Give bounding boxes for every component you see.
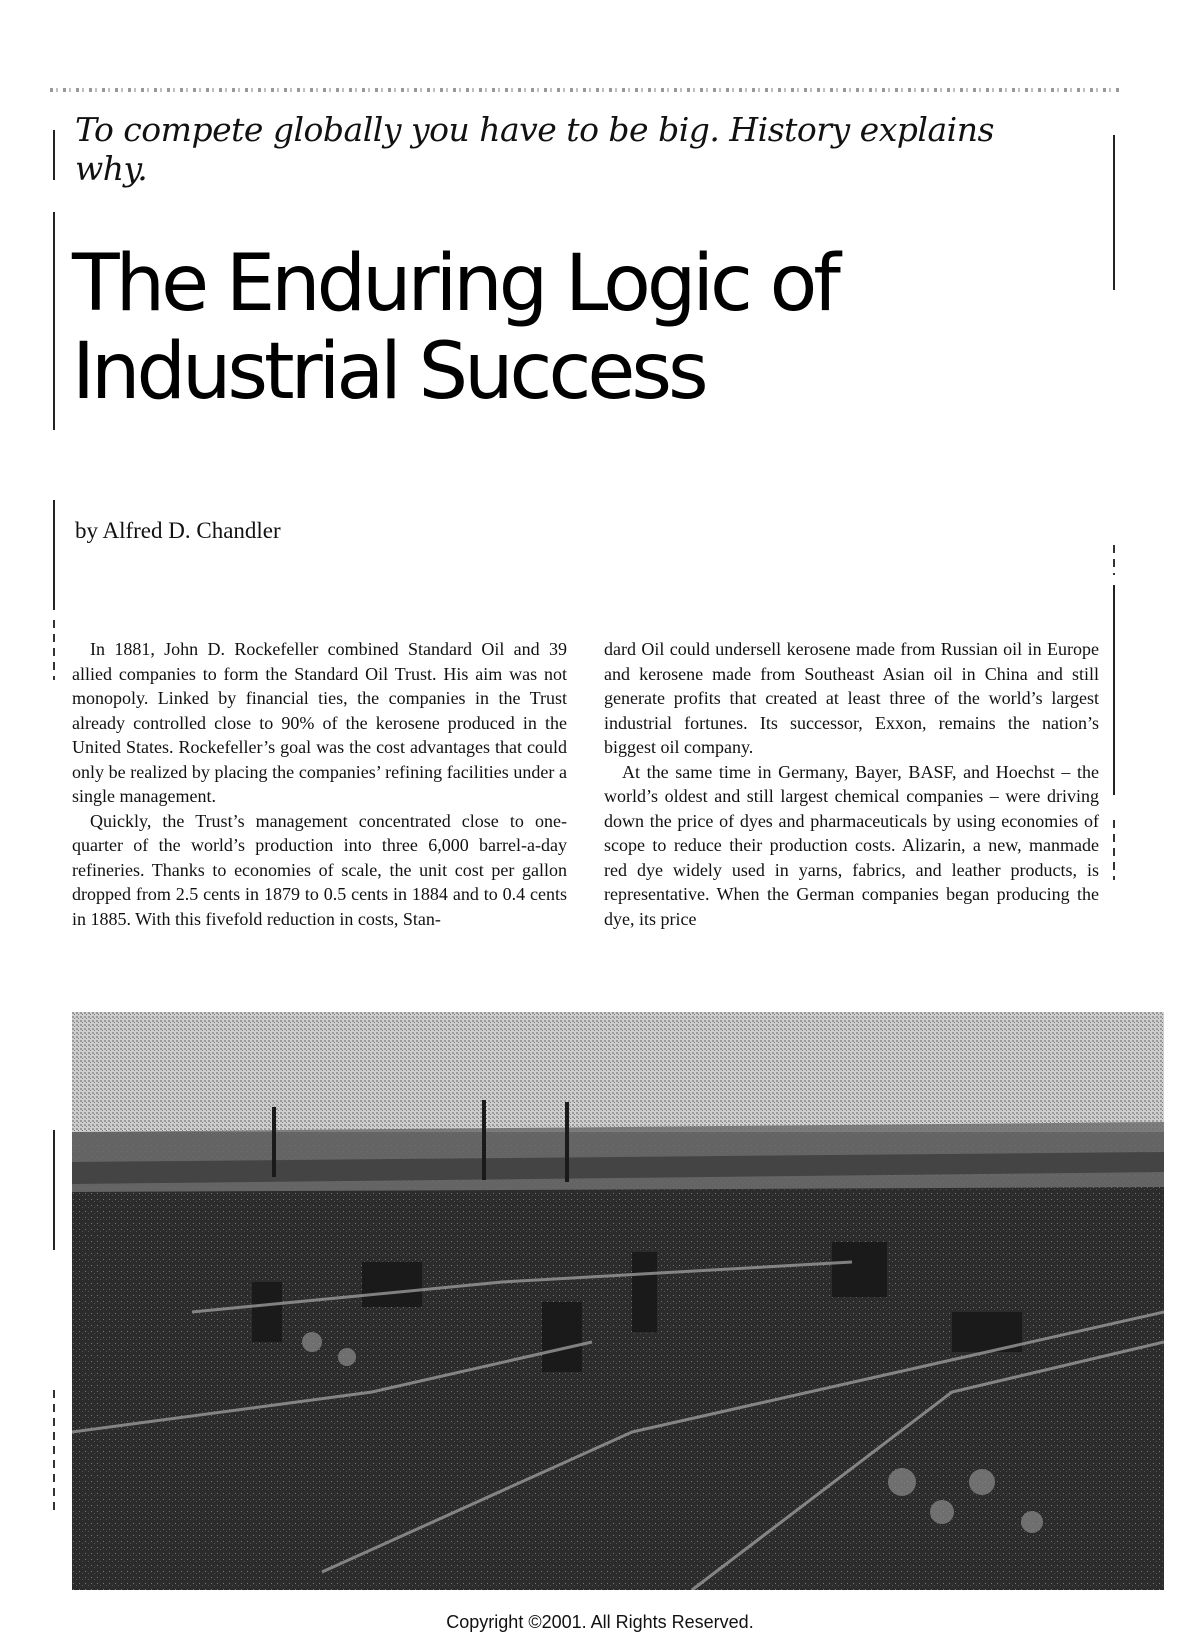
body-column-right xyxy=(604,637,1099,931)
right-margin-rule xyxy=(1113,585,1115,795)
photo-illustration xyxy=(72,1012,1164,1590)
body-column-left xyxy=(72,637,567,931)
photo-sky xyxy=(72,1012,1164,1132)
body-paragraph: In 1881, John D. Rockefeller combined Standard Oil and 39 allied companies to form the Standard Oil Trust. His aim was not monopoly. Linked by financial ties, the companies in the Trust already controlled close to 90% of the kerosene produced in the United States. Rockefeller’s goal was the cost advantages that could only be realized by placing the companies’ refining facilities under a single management. xyxy=(72,639,567,806)
left-margin-rule xyxy=(53,130,55,180)
article-title-line-2: Industrial Success xyxy=(72,327,705,417)
article-kicker: To compete globally you have to be big. History explains why. xyxy=(75,110,994,188)
left-margin-rule xyxy=(53,1130,55,1250)
body-paragraph: Quickly, the Trust’s management concentrated close to one-quarter of the world’s production into three 6,000 barrel-a-day refineries. Thanks to economies of scale, the unit cost per gallon dropped from 2.5 cents in 1879 to 0.5 cents in 1884 and to 0.4 cents in 1885. With this fivefold reduction in costs, Stan- xyxy=(72,810,567,929)
left-margin-rule xyxy=(53,500,55,610)
right-margin-marks xyxy=(1113,820,1115,880)
left-margin-marks xyxy=(53,620,55,680)
copyright-notice: Copyright ©2001. All Rights Reserved. xyxy=(446,1612,754,1632)
left-margin-marks xyxy=(53,1390,55,1510)
left-margin-rule xyxy=(53,212,55,430)
body-paragraph: At the same time in Germany, Bayer, BASF, and Hoechst – the world’s oldest and still largest chemical companies – were driving down the price of dyes and pharmaceuticals by using economies of scope to reduce their production costs. Alizarin, a new, manmade red dye widely used in yarns, fabrics, and leather products, is representative. When the German companies began producing the dye, its price xyxy=(604,761,1099,929)
article-byline: by Alfred D. Chandler xyxy=(75,518,281,543)
right-margin-marks xyxy=(1113,545,1115,575)
article-title xyxy=(72,240,1122,416)
article-title-line-1: The Enduring Logic of xyxy=(72,239,837,329)
scan-artifact-line xyxy=(50,88,1120,92)
body-paragraph: dard Oil could undersell kerosene made from Russian oil in Europe and kerosene made from Southeast Asian oil in China and still generate profits that created at least three of the world’s largest industrial fortunes. Its successor, Exxon, remains the nation’s biggest oil company. xyxy=(604,639,1099,757)
industrial-refinery-photo xyxy=(72,1012,1164,1590)
